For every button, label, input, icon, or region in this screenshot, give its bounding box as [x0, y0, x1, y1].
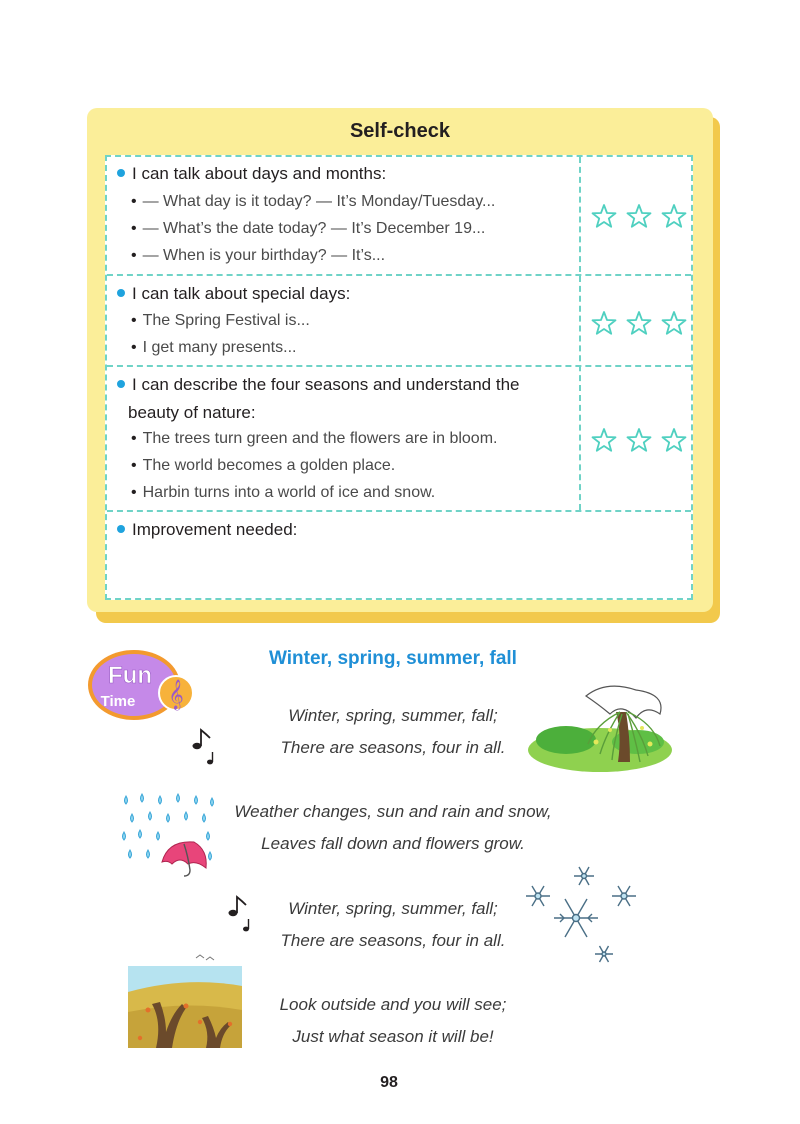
star-rating[interactable]	[591, 427, 687, 453]
star-icon[interactable]	[626, 203, 652, 229]
song-line: Leaves fall down and flowers grow.	[261, 834, 525, 853]
list-item: • The trees turn green and the flowers are in bloom.	[131, 430, 498, 447]
star-icon[interactable]	[661, 203, 687, 229]
list-item: • — When is your birthday? — It’s...	[131, 247, 386, 264]
bullet-dot	[117, 169, 125, 177]
list-item: • — What day is it today? — It’s Monday/Tuesday...	[131, 193, 496, 210]
badge-fun-text: Fun	[108, 662, 152, 689]
star-icon[interactable]	[661, 427, 687, 453]
treble-clef-icon: 𝄞	[168, 680, 184, 710]
song-line: There are seasons, four in all.	[280, 931, 506, 950]
song-line: Winter, spring, summer, fall;	[288, 706, 498, 725]
self-check-title: Self-check	[349, 120, 451, 142]
song-line: Just what season it will be!	[292, 1027, 494, 1046]
bullet-dot	[117, 525, 125, 533]
section-heading: I can talk about days and months:	[117, 164, 386, 184]
star-rating[interactable]	[591, 203, 687, 229]
star-icon[interactable]	[591, 310, 617, 336]
song-line: Weather changes, sun and rain and snow,	[234, 802, 552, 821]
spring-tree-illustration	[526, 684, 674, 780]
badge-time-text: Time	[100, 693, 136, 710]
song-line: Look outside and you will see;	[279, 995, 507, 1014]
list-item: • I get many presents...	[131, 339, 297, 356]
list-item: • The world becomes a golden place.	[131, 457, 396, 474]
star-icon[interactable]	[591, 427, 617, 453]
song-title: Winter, spring, summer, fall	[269, 648, 517, 669]
rain-umbrella-illustration	[118, 790, 222, 880]
improvement-label: Improvement needed:	[117, 520, 297, 540]
self-check-table	[105, 155, 693, 600]
section-four-seasons	[107, 365, 691, 510]
star-icon[interactable]	[591, 203, 617, 229]
star-icon[interactable]	[626, 427, 652, 453]
song-line: There are seasons, four in all.	[280, 738, 506, 757]
improvement-section[interactable]	[107, 510, 691, 598]
section-days-months	[107, 157, 691, 274]
song-line: Winter, spring, summer, fall;	[288, 899, 498, 918]
list-item: • The Spring Festival is...	[131, 312, 310, 329]
page-number: 98	[380, 1074, 398, 1091]
bullet-dot	[117, 380, 125, 388]
section-heading-continued: beauty of nature:	[128, 403, 256, 422]
music-note-icon	[190, 726, 218, 770]
star-icon[interactable]	[661, 310, 687, 336]
music-note-icon	[226, 893, 254, 937]
section-heading: I can describe the four seasons and understand the	[117, 375, 519, 395]
star-rating[interactable]	[591, 310, 687, 336]
bullet-dot	[117, 289, 125, 297]
star-icon[interactable]	[626, 310, 652, 336]
list-item: • — What’s the date today? — It’s December 19...	[131, 220, 486, 237]
snowflakes-illustration	[520, 862, 646, 968]
section-special-days	[107, 274, 691, 365]
list-item: • Harbin turns into a world of ice and snow.	[131, 484, 436, 501]
section-heading: I can talk about special days:	[117, 284, 350, 304]
autumn-tree-illustration	[126, 952, 244, 1052]
